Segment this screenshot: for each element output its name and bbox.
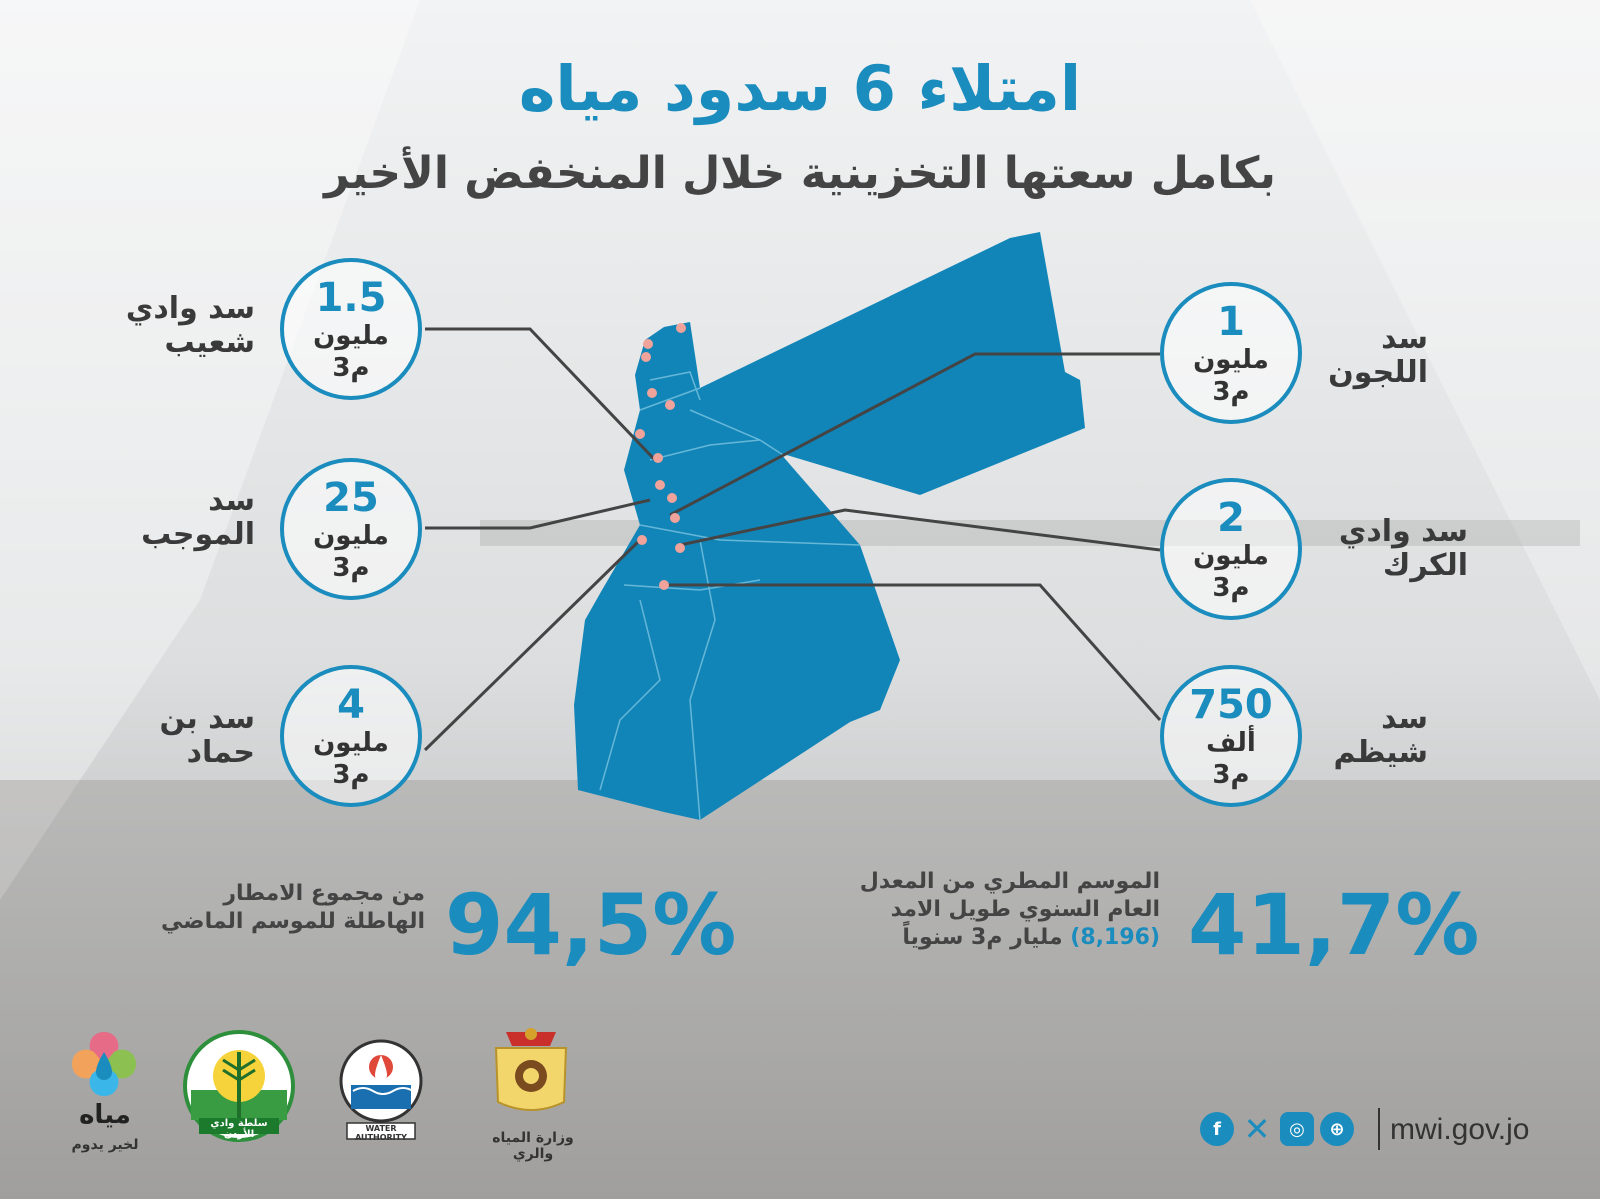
- dam-unit: مليون: [313, 321, 389, 351]
- dam-unit-m3: م3: [332, 760, 370, 790]
- miyah-logo-icon: [68, 1028, 140, 1100]
- x-icon[interactable]: ✕: [1243, 1110, 1271, 1148]
- page-subtitle: بكامل سعتها التخزينية خلال المنخفض الأخير: [324, 148, 1276, 199]
- stat-season-percent: 41,7%: [1188, 876, 1480, 974]
- dam-circle-shaizam: [1160, 665, 1302, 807]
- dam-value: 25: [323, 475, 379, 521]
- stat-rainfall-line2: الهاطلة للموسم الماضي: [161, 909, 425, 934]
- dam-marker: [637, 535, 647, 545]
- dam-marker: [635, 429, 645, 439]
- connector-line-bin-hammad: [425, 540, 640, 750]
- stat-season-line3-number: (8,196): [1070, 925, 1160, 950]
- miyah-tagline: لخير يدوم: [71, 1137, 139, 1153]
- connector-line-shaizam: [665, 585, 1160, 720]
- dam-name-wadi-karak: سد وادي الكرك: [1338, 514, 1468, 583]
- water-authority-caption: WATER AUTHORITY: [355, 1124, 407, 1142]
- dam-unit: مليون: [313, 521, 389, 551]
- stat-season-line1: الموسم المطري من المعدل: [859, 869, 1160, 894]
- dam-unit-m3: م3: [1212, 760, 1250, 790]
- ministry-emblem-icon: [486, 1022, 576, 1122]
- dam-marker: [676, 323, 686, 333]
- dam-marker: [653, 453, 663, 463]
- instagram-icon[interactable]: ◎: [1280, 1112, 1314, 1146]
- dam-marker: [665, 400, 675, 410]
- dam-value: 2: [1217, 495, 1245, 541]
- dam-value: 750: [1189, 682, 1273, 728]
- dam-value: 1.5: [315, 275, 387, 321]
- connector-line-wadi-karak: [680, 510, 1160, 550]
- dam-marker: [667, 493, 677, 503]
- dam-circle-wadi-shuaib: [280, 258, 422, 400]
- dam-circle-wadi-karak: [1160, 478, 1302, 620]
- dam-marker: [643, 339, 653, 349]
- stat-rainfall-line1: من مجموع الامطار: [223, 881, 425, 906]
- dam-name-lajjun: سد اللجون: [1328, 321, 1428, 390]
- dam-circle-mujib: [280, 458, 422, 600]
- miyah-logo-text: مياه: [79, 1100, 131, 1130]
- dam-name-bin-hammad: سد بن حماد: [159, 701, 255, 770]
- stat-season-line3-text: مليار م3 سنوياً: [902, 925, 1071, 950]
- website-link[interactable]: mwi.gov.jo: [1390, 1113, 1530, 1146]
- dam-unit: مليون: [1193, 541, 1269, 571]
- stat-rainfall-percent: 94,5%: [445, 876, 737, 974]
- connector-line-mujib: [425, 500, 650, 528]
- connector-line-lajjun: [670, 354, 1160, 515]
- dam-unit: مليون: [313, 728, 389, 758]
- dam-marker: [659, 580, 669, 590]
- dam-unit-m3: م3: [1212, 377, 1250, 407]
- dam-value: 4: [337, 682, 365, 728]
- jva-logo-caption: سلطة وادي الأردن: [210, 1118, 268, 1140]
- dam-marker: [655, 480, 665, 490]
- dam-name-mujib: سد الموجب: [141, 483, 255, 552]
- stat-season-line3: [820, 924, 1160, 952]
- globe-icon[interactable]: ⊕: [1320, 1112, 1354, 1146]
- dam-name-wadi-shuaib: سد وادي شعيب: [125, 291, 255, 360]
- dam-unit-m3: م3: [1212, 573, 1250, 603]
- dam-marker: [641, 352, 651, 362]
- stat-season-line2: العام السنوي طويل الامد: [890, 897, 1160, 922]
- dam-unit-m3: م3: [332, 553, 370, 583]
- ministry-caption: وزارة المياه والري: [492, 1130, 574, 1162]
- page-title: امتلاء 6 سدود مياه: [518, 52, 1082, 125]
- facebook-icon[interactable]: f: [1200, 1112, 1234, 1146]
- dam-marker: [647, 388, 657, 398]
- dam-circle-lajjun: [1160, 282, 1302, 424]
- footer-separator: [1378, 1108, 1380, 1150]
- stat-rainfall-description: [110, 880, 425, 936]
- stat-season-description: [820, 868, 1160, 952]
- dam-unit-m3: م3: [332, 353, 370, 383]
- dam-unit: مليون: [1193, 345, 1269, 375]
- dam-marker: [675, 543, 685, 553]
- connector-line-wadi-shuaib: [425, 329, 655, 460]
- dam-value: 1: [1217, 299, 1245, 345]
- dam-circle-bin-hammad: [280, 665, 422, 807]
- dam-marker: [670, 513, 680, 523]
- dam-unit: ألف: [1206, 728, 1256, 758]
- dam-name-shaizam: سد شيظم: [1333, 701, 1428, 770]
- social-icons: [1200, 1112, 1354, 1146]
